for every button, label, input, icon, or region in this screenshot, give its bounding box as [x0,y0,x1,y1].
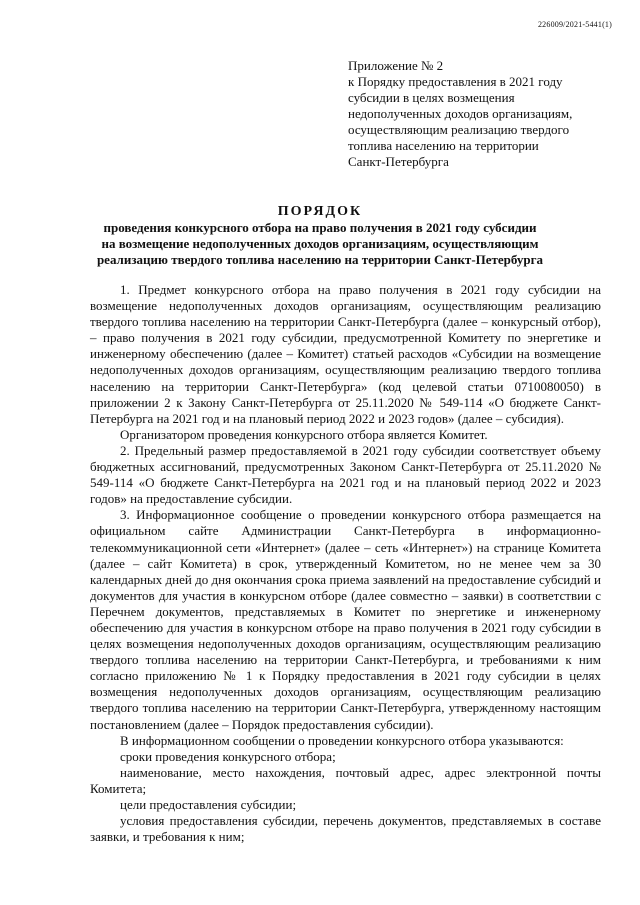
document-id: 226009/2021-5441(1) [537,20,612,29]
appendix-line: Приложение № 2 [348,58,444,73]
appendix-header [348,58,608,170]
subtitle-line: проведения конкурсного отбора на право получения в 2021 году субсидии [103,220,537,235]
appendix-line: Санкт-Петербурга [348,154,449,169]
appendix-line: осуществляющим реализацию твердого [348,122,570,137]
appendix-line: недополученных доходов организациям, [348,106,573,121]
list-item-contacts: наименование, место нахождения, почтовый адрес, адрес электронной почты Комитета; [90,764,601,796]
paragraph-3: 3. Информационное сообщение о проведении конкурсного отбора размещается на официальном сайте Администрации Санкт-Петербурга в информационно-телекоммуникационной сети «Интернет» (далее – сеть «Интернет») на странице Комитета (далее – сайт Комитета) в срок, утвержденный Комитетом, но не менее чем за 30 календарных дней до дня окончания срока приема заявлений на предоставление субсидий и документов для участия в конкурсном отборе (далее совместно – заявки) в соответствии с Перечнем документов, представляемых в Комитет по энергетике и инженерному обеспечению для участия в конкурсном отборе на право получения в 2021 году субсидии в целях возмещения недополученных доходов организациям, осуществляющим реализацию твердого топлива населению на территории Санкт-Петербурга, и требованиями к ним согласно приложению № 1 к Порядку предоставления в 2021 году субсидии в целях возмещения недополученных доходов организациям, осуществляющим реализацию твердого топлива населению на территории Санкт-Петербурга, утвержденному настоящим постановлением (далее – Порядок предоставления субсидии). [90,507,601,732]
paragraph-info-intro: В информационном сообщении о проведении конкурсного отбора указываются: [120,732,564,748]
list-item-conditions: условия предоставления субсидии, перечень документов, представляемых в составе заявки, и требования к ним; [90,813,601,845]
list-item-deadlines: сроки проведения конкурсного отбора; [120,748,336,764]
paragraph-1: 1. Предмет конкурсного отбора на право получения в 2021 году субсидии на возмещение недополученных доходов организациям, осуществляющим реализацию твердого топлива населению на территории Санкт-Петербурга (далее – конкурсный отбор), – право получения в 2021 году субсидии, предусмотренной Комитету по энергетике и инженерному обеспечению (далее – Комитет) статьей расходов «Субсидии на возмещение недополученных доходов организациям, осуществляющим реализацию твердого топлива населению на территории Санкт-Петербурга» (код целевой статьи 0710080050) в приложении 2 к Закону Санкт-Петербурга от 25.11.2020 № 549-114 «О бюджете Санкт-Петербурга на 2021 год и на плановый период 2022 и 2023 годов» (далее – субсидия). [90,282,601,426]
document-title: ПОРЯДОК [277,204,363,219]
appendix-line: к Порядку предоставления в 2021 году [348,74,563,89]
appendix-line: субсидии в целях возмещения [348,90,515,105]
document-body [90,282,601,845]
paragraph-organizer: Организатором проведения конкурсного отбора является Комитет. [120,426,488,442]
subtitle-line: реализацию твердого топлива населению на территории Санкт-Петербурга [96,252,544,267]
subtitle-line: на возмещение недополученных доходов организациям, осуществляющим [101,236,539,251]
list-item-goals: цели предоставления субсидии; [120,797,297,812]
paragraph-2: 2. Предельный размер предоставляемой в 2021 году субсидии соответствует объему бюджетных ассигнований, предусмотренных Законом Санкт-Петербурга от 25.11.2020 № 549-114 «О бюджете Санкт-Петербурга на 2021 год и на плановый период 2022 и 2023 годов» на предоставление субсидии. [90,442,601,507]
document-subtitle [60,220,580,268]
appendix-line: топлива населению на территории [348,138,539,153]
